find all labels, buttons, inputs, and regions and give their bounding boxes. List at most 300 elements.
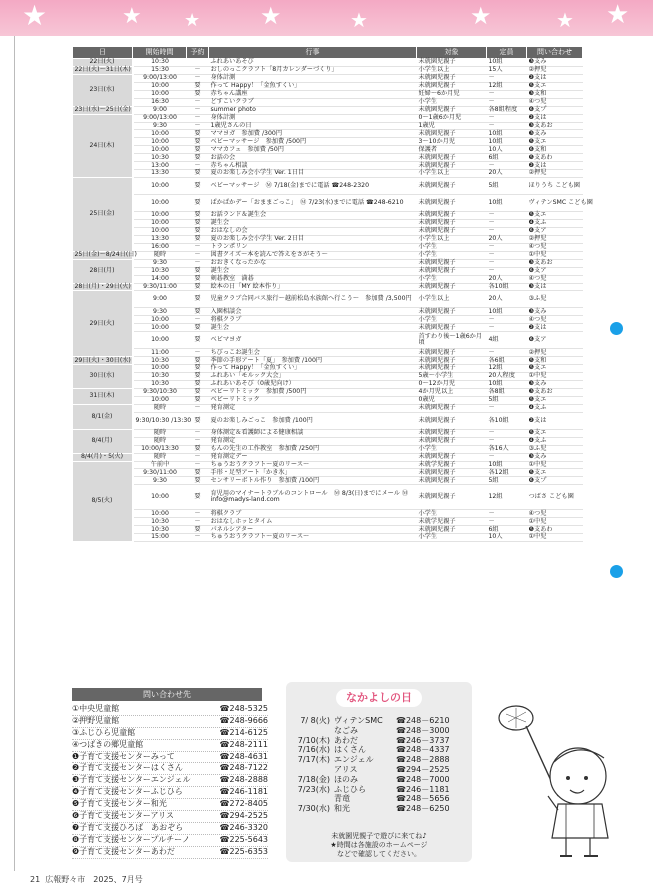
capacity-cell: － xyxy=(487,429,527,437)
table-row xyxy=(73,130,583,138)
inquiry-cell: ①中児 xyxy=(527,251,583,259)
target-cell: 未就園児親子 xyxy=(417,220,487,228)
capacity-cell: － xyxy=(487,74,527,82)
time-cell: 10:00 xyxy=(133,227,187,235)
nakayoshi-date: 7/ 8(火) xyxy=(300,716,330,725)
reservation-cell: 要 xyxy=(187,291,209,308)
table-row xyxy=(73,162,583,170)
table-row xyxy=(73,526,583,534)
table-row xyxy=(73,324,583,332)
nakayoshi-row xyxy=(294,794,466,804)
time-cell: 13:30 xyxy=(133,235,187,243)
capacity-cell: 20人 xyxy=(487,170,527,178)
capacity-cell: － xyxy=(487,510,527,518)
reservation-cell: 要 xyxy=(187,267,209,275)
event-cell: ちびっこお誕生会 xyxy=(209,349,417,357)
time-cell: 10:30 xyxy=(133,59,187,67)
nakayoshi-row xyxy=(294,726,466,736)
target-cell: 未就園児親子 xyxy=(417,130,487,138)
capacity-cell: － xyxy=(487,122,527,130)
target-cell: 未就園児親子 xyxy=(417,437,487,445)
inquiry-list xyxy=(72,704,268,859)
table-row xyxy=(73,74,583,82)
target-cell: 未就園児親子 xyxy=(417,429,487,437)
facility-phone: ☎248-9666 xyxy=(219,715,268,725)
target-cell: 未就学児親子 xyxy=(417,461,487,469)
event-cell: トランポリン xyxy=(209,243,417,251)
inquiry-cell: ❷支は xyxy=(527,74,583,82)
capacity-cell: 各8組程度 xyxy=(487,106,527,114)
inquiry-cell: ❻支和 xyxy=(527,146,583,154)
time-cell: 10:30 xyxy=(133,267,187,275)
table-row xyxy=(73,412,583,429)
time-cell: 16:00 xyxy=(133,243,187,251)
time-cell: 10:30 xyxy=(133,373,187,381)
reservation-cell: 要 xyxy=(187,469,209,477)
target-cell: 未就園児親子 xyxy=(417,162,487,170)
event-cell: ベビーマッサージ Ⓜ 7/18(金)までに電話 ☎248-2320 xyxy=(209,178,417,195)
reservation-cell: － xyxy=(187,510,209,518)
capacity-cell: 各12組 xyxy=(487,469,527,477)
nakayoshi-box xyxy=(286,682,472,862)
time-cell: 10:00 xyxy=(133,130,187,138)
capacity-cell: 10組 xyxy=(487,461,527,469)
table-row xyxy=(73,275,583,283)
reservation-cell: － xyxy=(187,437,209,445)
inquiry-cell: ❸支み xyxy=(527,381,583,389)
time-cell: 10:00 xyxy=(133,146,187,154)
table-row xyxy=(73,485,583,510)
capacity-cell: 10組 xyxy=(487,308,527,316)
day-cell: 29日(火) xyxy=(73,291,133,357)
inquiry-cell: ❺支エ xyxy=(527,429,583,437)
inquiry-cell: ❸支あお xyxy=(527,388,583,396)
reservation-cell: 要 xyxy=(187,195,209,212)
table-row xyxy=(73,349,583,357)
table-row xyxy=(73,332,583,349)
event-cell: ベビマヨガ xyxy=(209,332,417,349)
table-header-row xyxy=(73,47,583,59)
target-cell: 未就園児親子 xyxy=(417,212,487,220)
time-cell: 10:30 xyxy=(133,518,187,526)
table-row xyxy=(73,122,583,130)
nakayoshi-facility: ふじひら xyxy=(334,784,366,794)
target-cell: 小学生 xyxy=(417,243,487,251)
inquiry-cell: ほりうち こども園 xyxy=(527,178,583,195)
nakayoshi-phone: ☎248－2888 xyxy=(396,755,450,765)
facility-name: ❾子育て支援センターあわだ xyxy=(72,846,175,856)
capacity-cell: － xyxy=(487,114,527,122)
nakayoshi-facility: アリス xyxy=(334,764,358,774)
facility-name: ①中央児童館 xyxy=(72,704,120,713)
time-cell: 9:30/10:30 /13:30 xyxy=(133,412,187,429)
capacity-cell: － xyxy=(487,267,527,275)
inquiry-cell: ❹支ふ xyxy=(527,437,583,445)
time-cell: 9:00/13:00 xyxy=(133,114,187,122)
target-cell: 1歳児 xyxy=(417,122,487,130)
time-cell: 10:00 xyxy=(133,485,187,510)
table-row xyxy=(73,381,583,389)
facility-name: ❶子育て支援センターみって xyxy=(72,751,175,761)
nakayoshi-title: なかよしの日 xyxy=(336,689,422,707)
table-row xyxy=(73,220,583,228)
table-row xyxy=(73,146,583,154)
table-row xyxy=(73,510,583,518)
nakayoshi-facility: あわだ xyxy=(334,735,358,745)
event-cell: 手形・足型アート「かき氷」 xyxy=(209,469,417,477)
capacity-cell: － xyxy=(487,220,527,228)
capacity-cell: 5組 xyxy=(487,477,527,485)
time-cell: 10:00 xyxy=(133,324,187,332)
time-cell: 随時 xyxy=(133,437,187,445)
table-row xyxy=(73,534,583,542)
event-schedule-table xyxy=(72,46,593,542)
inquiry-cell: ヴィテンSMC こども園 xyxy=(527,195,583,212)
table-row xyxy=(73,316,583,324)
table-row xyxy=(73,267,583,275)
capacity-cell: 各10組 xyxy=(487,283,527,291)
target-cell: 未就園児親子 xyxy=(417,154,487,162)
target-cell: 未就園児親子 xyxy=(417,178,487,195)
facility-name: ③ふじひら児童館 xyxy=(72,727,136,737)
nakayoshi-phone: ☎248－6250 xyxy=(396,804,450,814)
reservation-cell: 要 xyxy=(187,275,209,283)
event-cell: ちゅうおうクラフト～夏のリース～ xyxy=(209,461,417,469)
time-cell: 10:00 xyxy=(133,212,187,220)
target-cell: 未就園児親子 xyxy=(417,259,487,267)
inquiry-item xyxy=(72,752,268,764)
inquiry-item xyxy=(72,704,268,716)
inquiry-cell: ❻支ア xyxy=(527,332,583,349)
target-cell: 未就園児親子 xyxy=(417,59,487,67)
reservation-cell: 要 xyxy=(187,146,209,154)
capacity-cell: 各16人 xyxy=(487,445,527,453)
capacity-cell: － xyxy=(487,324,527,332)
table-row xyxy=(73,291,583,308)
capacity-cell: － xyxy=(487,453,527,461)
day-cell: 22日(火)～31日(木) xyxy=(74,66,131,74)
reservation-cell: 要 xyxy=(187,178,209,195)
nakayoshi-date xyxy=(294,794,334,804)
inquiry-cell: ❸支み xyxy=(527,308,583,316)
event-cell: 誕生会 xyxy=(209,267,417,275)
reservation-cell: 要 xyxy=(187,308,209,316)
page-number: 21 xyxy=(30,875,41,884)
facility-name: ❽子育て支援センタープルチーノ xyxy=(72,834,190,844)
capacity-cell: 12組 xyxy=(487,82,527,90)
col-header-capacity: 定員 xyxy=(487,47,527,59)
target-cell: 未就園児親子 xyxy=(417,453,487,461)
table-row xyxy=(73,114,583,122)
inquiry-cell: ❷支は xyxy=(527,324,583,332)
reservation-cell: 要 xyxy=(187,283,209,291)
inquiry-item xyxy=(72,716,268,728)
time-cell: 14:00 xyxy=(133,275,187,283)
facility-phone: ☎248-5325 xyxy=(219,704,268,713)
reservation-cell: － xyxy=(187,98,209,106)
inquiry-item xyxy=(72,847,268,859)
nakayoshi-phone: ☎248－7000 xyxy=(396,774,450,784)
time-cell: 10:00 xyxy=(133,510,187,518)
inquiry-cell: ①中児 xyxy=(527,373,583,381)
event-cell: 絵本の日「MY 絵本作り」 xyxy=(209,283,417,291)
capacity-cell: － xyxy=(487,162,527,170)
nakayoshi-phone: ☎294－2525 xyxy=(396,764,450,774)
capacity-cell: － xyxy=(487,212,527,220)
capacity-cell: 20人程度 xyxy=(487,373,527,381)
facility-phone: ☎246-3320 xyxy=(219,822,268,832)
event-cell: お話の会 xyxy=(209,154,417,162)
target-cell: 未就園児親子 xyxy=(417,106,487,114)
table-row xyxy=(73,518,583,526)
time-cell: 10:30 xyxy=(133,154,187,162)
inquiry-cell: ❷支は xyxy=(527,114,583,122)
table-row xyxy=(73,396,583,404)
nakayoshi-date: 7/10(木) xyxy=(297,735,330,745)
col-header-reservation: 予約 xyxy=(187,47,209,59)
nakayoshi-date: 7/16(水) xyxy=(297,745,330,755)
time-cell: 10:30 xyxy=(133,357,187,365)
time-cell: 随時 xyxy=(133,429,187,437)
capacity-cell: 5組 xyxy=(487,396,527,404)
table-row xyxy=(73,154,583,162)
nakayoshi-facility: はくさん xyxy=(334,745,366,755)
table-row xyxy=(73,477,583,485)
table-row xyxy=(73,235,583,243)
capacity-cell: 20人 xyxy=(487,235,527,243)
time-cell: 10:00 xyxy=(133,195,187,212)
nakayoshi-date: 7/30(水) xyxy=(297,804,330,814)
day-cell: 8/1(金) xyxy=(73,404,133,429)
facility-phone: ☎294-2525 xyxy=(219,811,268,821)
facility-phone: ☎272-8405 xyxy=(219,799,268,809)
target-cell: 小学生 xyxy=(417,534,487,542)
facility-phone: ☎246-1181 xyxy=(219,787,268,797)
nakayoshi-schedule xyxy=(294,716,466,814)
inquiry-cell: ❷支は xyxy=(527,162,583,170)
capacity-cell: － xyxy=(487,90,527,98)
event-cell: ベビーリトミック 参加費 /500円 xyxy=(209,388,417,396)
target-cell: 未就園児親子 xyxy=(417,349,487,357)
reservation-cell: 要 xyxy=(187,381,209,389)
capacity-cell: 15人 xyxy=(487,66,527,74)
inquiry-cell: ❺支あわ xyxy=(527,154,583,162)
inquiry-cell: ❻支ア xyxy=(527,227,583,235)
target-cell: 未就園児親子 xyxy=(417,485,487,510)
inquiry-cell: ①中児 xyxy=(527,461,583,469)
day-cell: 8/4(月) xyxy=(73,429,133,453)
time-cell: 9:30/11:00 xyxy=(133,469,187,477)
event-cell: 発育測定 xyxy=(209,404,417,412)
event-cell: 作って Happy！「金魚すくい」 xyxy=(209,365,417,373)
binder-dot-icon xyxy=(610,565,623,578)
target-cell: 小学生 xyxy=(417,98,487,106)
reservation-cell: 要 xyxy=(187,388,209,396)
inquiry-cell: ❺支エ xyxy=(527,212,583,220)
time-cell: 10:00 xyxy=(133,178,187,195)
inquiry-cell: ❸支は xyxy=(527,283,583,291)
reservation-cell: 要 xyxy=(187,396,209,404)
facility-name: ❹子育て支援センターふじひら xyxy=(72,787,183,797)
event-cell: 図書クイズ～本を読んで答えをさがそう～ xyxy=(209,251,417,259)
capacity-cell: 10組 xyxy=(487,59,527,67)
binder-dot-icon xyxy=(610,322,623,335)
target-cell: 未就園児親子 xyxy=(417,324,487,332)
capacity-cell: － xyxy=(487,98,527,106)
target-cell: 小学生以上 xyxy=(417,235,487,243)
event-cell: 赤ちゃん相談 xyxy=(209,162,417,170)
inquiry-cell: ④つ児 xyxy=(527,510,583,518)
event-cell: ママカフェ 参加費 /50円 xyxy=(209,146,417,154)
inquiry-item xyxy=(72,835,268,847)
facility-name: ❸子育て支援センターエンジェル xyxy=(72,775,191,785)
capacity-cell: 5組 xyxy=(487,178,527,195)
facility-name: ❻子育て支援センターアリス xyxy=(72,811,174,821)
table-row xyxy=(73,283,583,291)
target-cell: 未就園児親子 xyxy=(417,227,487,235)
target-cell: 4か月児以上 xyxy=(417,388,487,396)
day-cell: 29日(火)・30日(水) xyxy=(74,356,131,364)
nakayoshi-row xyxy=(294,716,466,726)
inquiry-cell: ❸支あお xyxy=(527,122,583,130)
inquiry-cell: ①中児 xyxy=(527,534,583,542)
star-icon: ★ xyxy=(122,4,142,29)
inquiry-cell: ❺支エ xyxy=(527,365,583,373)
day-cell: 28日(月)・29日(火) xyxy=(74,282,131,290)
table-row xyxy=(73,445,583,453)
facility-phone: ☎248-7122 xyxy=(219,763,268,773)
table-row xyxy=(73,357,583,365)
target-cell: 未就園児親子 xyxy=(417,412,487,429)
nakayoshi-phone: ☎248－6210 xyxy=(396,716,450,725)
event-cell: ぱかぱかデー「おままごっこ」 Ⓜ 7/23(水)までに電話 ☎248-6210 xyxy=(209,195,417,212)
inquiry-cell: ❷支は xyxy=(527,412,583,429)
capacity-cell: 各6組 xyxy=(487,357,527,365)
day-cell: 25日(金)～8/24日(日) xyxy=(74,251,137,259)
table-row xyxy=(73,90,583,98)
time-cell: 9:00 xyxy=(133,291,187,308)
inquiry-item xyxy=(72,823,268,835)
time-cell: 9:30 xyxy=(133,259,187,267)
target-cell: 0歳児 xyxy=(417,396,487,404)
table-row xyxy=(73,308,583,316)
reservation-cell: 要 xyxy=(187,332,209,349)
inquiry-item xyxy=(72,740,268,752)
event-cell: 身体測定＆看護師による健康相談 xyxy=(209,429,417,437)
facility-name: ❷子育て支援センターはくさん xyxy=(72,763,183,773)
table-row xyxy=(73,66,583,74)
capacity-cell: 各8組 xyxy=(487,388,527,396)
target-cell: 未就園児親子 xyxy=(417,477,487,485)
time-cell: 16:30 xyxy=(133,98,187,106)
event-cell: おはなしホッとタイム xyxy=(209,518,417,526)
day-cell: 31日(木) xyxy=(73,388,133,404)
capacity-cell: 4組 xyxy=(487,332,527,349)
event-cell: 誕生会 xyxy=(209,220,417,228)
reservation-cell: － xyxy=(187,349,209,357)
schedule-body xyxy=(73,58,593,542)
facility-phone: ☎248-4631 xyxy=(219,751,268,761)
event-cell: ベビーリトミック xyxy=(209,396,417,404)
time-cell: 10:00 xyxy=(133,365,187,373)
target-cell: 未就園児親子 xyxy=(417,82,487,90)
reservation-cell: 要 xyxy=(187,324,209,332)
nakayoshi-facility: エンジェル xyxy=(334,755,374,765)
inquiry-cell: ②押児 xyxy=(527,349,583,357)
event-cell: 発育測定デー xyxy=(209,453,417,461)
child-with-net-illustration xyxy=(486,700,626,870)
table-row xyxy=(73,106,583,114)
target-cell: 小学生 xyxy=(417,316,487,324)
nakayoshi-facility: ヴィテンSMC xyxy=(334,716,383,725)
nakayoshi-phone: ☎246－3737 xyxy=(396,735,450,745)
day-cell: 23日(水)～25日(金) xyxy=(74,105,131,113)
nakayoshi-phone: ☎248－5656 xyxy=(396,794,450,804)
time-cell: 9:30 xyxy=(133,477,187,485)
facility-phone: ☎225-6353 xyxy=(219,846,268,856)
capacity-cell: 10組 xyxy=(487,195,527,212)
capacity-cell: － xyxy=(487,227,527,235)
inquiry-cell: ②押児 xyxy=(527,66,583,74)
nakayoshi-row xyxy=(294,785,466,795)
event-cell: 剣碁教室 満碁 xyxy=(209,275,417,283)
capacity-cell: － xyxy=(487,349,527,357)
reservation-cell: － xyxy=(187,259,209,267)
facility-name: ④つばきの郷児童館 xyxy=(72,739,144,749)
publication-name: 広報野々市 2025、7月号 xyxy=(45,875,143,884)
facility-phone: ☎248-2888 xyxy=(219,775,268,785)
facility-phone: ☎225-5643 xyxy=(219,834,268,844)
target-cell: 首すわり後～1歳6か月頃 xyxy=(417,332,487,349)
capacity-cell: 6組 xyxy=(487,154,527,162)
nakayoshi-row xyxy=(294,775,466,785)
target-cell: 未就園児親子 xyxy=(417,283,487,291)
inquiry-cell: ❺支エ xyxy=(527,396,583,404)
reservation-cell: － xyxy=(187,162,209,170)
event-cell: どすこいクラブ xyxy=(209,98,417,106)
inquiry-item xyxy=(72,763,268,775)
inquiry-cell: ❺支あわ xyxy=(527,526,583,534)
target-cell: 0～1歳6か月児 xyxy=(417,114,487,122)
inquiry-cell: ❸支み xyxy=(527,130,583,138)
event-cell: 赤ちゃん講座 xyxy=(209,90,417,98)
capacity-cell: 10組 xyxy=(487,130,527,138)
day-cell: 23日(水) xyxy=(73,74,133,106)
reservation-cell: 要 xyxy=(187,485,209,510)
target-cell: 3～10か月児 xyxy=(417,138,487,146)
reservation-cell: 要 xyxy=(187,412,209,429)
target-cell: 未就園児親子 xyxy=(417,357,487,365)
inquiry-cell: ❸支和 xyxy=(527,90,583,98)
reservation-cell: － xyxy=(187,74,209,82)
reservation-cell: 要 xyxy=(187,82,209,90)
facility-name: ❼子育て支援ひろば あおぞら xyxy=(72,822,184,832)
event-cell: 季節の手形アート「夏」 参加費 /100円 xyxy=(209,357,417,365)
time-cell: 随時 xyxy=(133,404,187,412)
inquiry-cell: ❹支ふ xyxy=(527,220,583,228)
inquiry-cell: ②押児 xyxy=(527,170,583,178)
star-icon: ★ xyxy=(556,8,574,32)
day-cell: 28日(月) xyxy=(73,259,133,283)
inquiry-cell: ❸支み xyxy=(527,453,583,461)
star-icon: ★ xyxy=(22,0,48,32)
time-cell: 9:00 xyxy=(133,106,187,114)
nakayoshi-note-line: 未就園児親子で遊びに来てね♪ xyxy=(331,832,427,840)
page-footer xyxy=(30,874,143,885)
table-row xyxy=(73,429,583,437)
target-cell: 未就園児親子 xyxy=(417,365,487,373)
event-cell: ママヨガ 参加費 /300円 xyxy=(209,130,417,138)
